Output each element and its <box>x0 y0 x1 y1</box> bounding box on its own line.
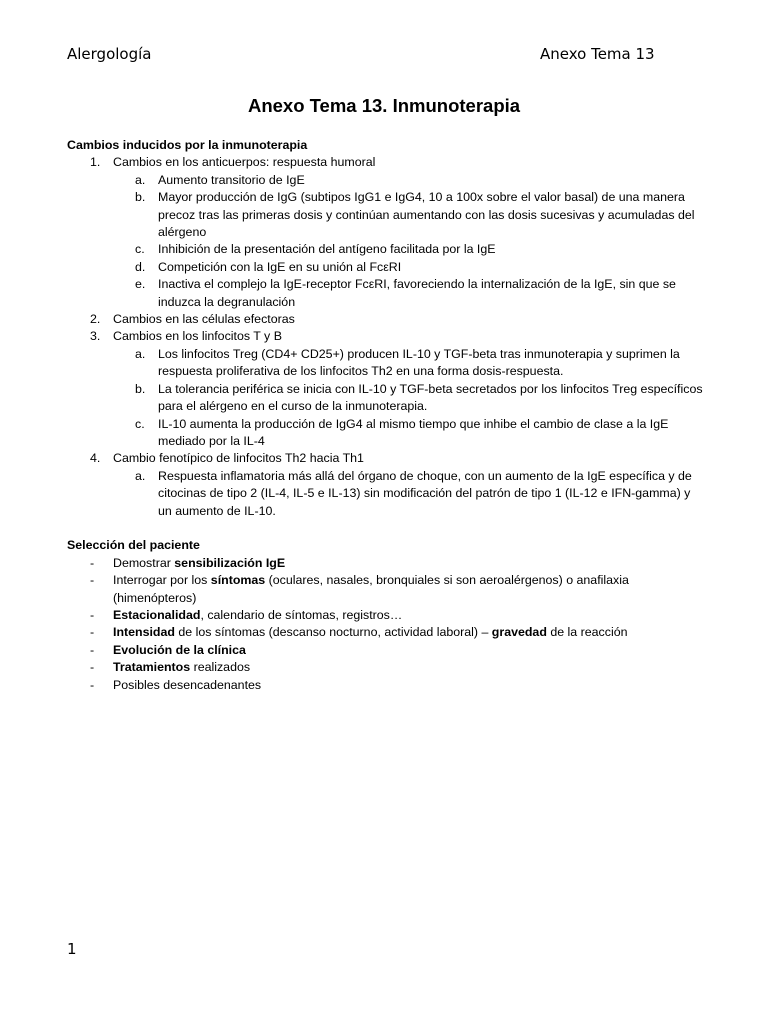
list-item-text: Respuesta inflamatoria más allá del órgano de choque, con un aumento de la IgE específica y de citocinas de tipo 2 (IL-4, IL-5 e IL-13) sin modificación del patrón de tipo 1 (IL-12 e IFN-gamma) y un aumento de IL-10. <box>158 468 692 518</box>
list-item-text-bold: Tratamientos <box>113 660 191 675</box>
list-number: 1. <box>90 155 101 170</box>
list-item <box>67 189 707 241</box>
list-item-text-post: realizados <box>190 660 251 675</box>
list-item-text: Aumento transitorio de IgE <box>158 172 305 187</box>
list-letter: b. <box>135 381 146 396</box>
list-item-text-bold: síntomas <box>210 573 266 588</box>
list-item-text-post: (oculares, nasales, bronquiales si son aeroalérgenos) o anafilaxia (himenópteros) <box>113 573 629 605</box>
list-item-text-pre: Interrogar por los <box>113 573 211 588</box>
list-item <box>67 276 707 311</box>
list-item <box>67 468 707 520</box>
list-letter: a. <box>135 468 146 483</box>
list-item <box>67 328 707 345</box>
list-item <box>67 624 707 641</box>
list-item <box>67 607 707 624</box>
dash-bullet: - <box>90 607 95 622</box>
list-item <box>67 642 707 659</box>
list-item <box>67 311 707 328</box>
list-item-text: La tolerancia periférica se inicia con IL-10 y TGF-beta secretados por los linfocitos Treg específicos para el alérgeno en el curso de la inmunoterapia. <box>158 381 703 414</box>
list-letter: d. <box>135 259 146 274</box>
list-letter: b. <box>135 190 146 205</box>
dash-bullet: - <box>90 555 95 570</box>
list-item-text-bold: Intensidad <box>113 625 175 640</box>
list-item-text-post: , calendario de síntomas, registros… <box>200 607 403 622</box>
list-item-text-pre: Posibles desencadenantes <box>113 677 262 692</box>
list-item <box>67 154 707 171</box>
list-item-text: Los linfocitos Treg (CD4+ CD25+) producen IL-10 y TGF-beta tras inmunoterapia y suprimen la respuesta proliferativa de los linfocitos Th2 en una forma dosis-respuesta. <box>158 346 680 379</box>
list-item-text-bold: gravedad <box>491 625 547 640</box>
running-header-right: Anexo Tema 13 <box>540 45 655 63</box>
list-number: 2. <box>90 312 101 327</box>
list-letter: c. <box>135 416 145 431</box>
list-item <box>67 172 707 189</box>
list-letter: c. <box>135 242 145 257</box>
list-item <box>67 659 707 676</box>
page-title: Anexo Tema 13. Inmunoterapia <box>247 95 521 116</box>
section-heading-patient-selection: Selección del paciente <box>67 538 200 553</box>
list-letter: a. <box>135 346 146 361</box>
document-body <box>67 137 707 694</box>
dash-bullet: - <box>90 642 95 657</box>
list-item-text-bold: Estacionalidad <box>113 607 201 622</box>
list-item <box>67 572 707 607</box>
list-item-text-post: de los síntomas (descanso nocturno, actividad laboral) – <box>174 625 492 640</box>
list-item <box>67 416 707 451</box>
section-heading-changes: Cambios inducidos por la inmunoterapia <box>67 138 308 152</box>
list-item <box>67 346 707 381</box>
list-item <box>67 381 707 416</box>
list-item <box>67 677 707 694</box>
spacer <box>67 520 707 537</box>
list-item-text: Competición con la IgE en su unión al FcεRI <box>158 259 402 274</box>
list-item-text: IL-10 aumenta la producción de IgG4 al mismo tiempo que inhibe el cambio de clase a la IgE mediado por la IL-4 <box>158 416 669 448</box>
list-item-text-pre: Demostrar <box>113 555 175 570</box>
list-item-text: Cambios en los linfocitos T y B <box>113 329 282 344</box>
list-item-text-bold: Evolución de la clínica <box>113 642 246 657</box>
list-item-text: Inactiva el complejo la IgE-receptor FcεRI, favoreciendo la internalización de la IgE, sin que se induzca la degranulación <box>158 277 676 309</box>
list-item-text-bold: sensibilización IgE <box>174 555 286 570</box>
list-item-text: Cambio fenotípico de linfocitos Th2 hacia Th1 <box>113 451 364 466</box>
list-item-text-post: de la reacción <box>546 625 628 640</box>
page-number: 1 <box>67 940 77 958</box>
list-item-text: Cambios en las células efectoras <box>113 312 295 327</box>
list-item-text: Inhibición de la presentación del antígeno facilitada por la IgE <box>158 242 496 257</box>
list-letter: e. <box>135 277 146 292</box>
dash-bullet: - <box>90 625 95 640</box>
list-number: 4. <box>90 451 101 466</box>
list-number: 3. <box>90 329 101 344</box>
list-item <box>67 259 707 276</box>
list-item <box>67 555 707 572</box>
dash-bullet: - <box>90 677 95 692</box>
list-item-text: Mayor producción de IgG (subtipos IgG1 e IgG4, 10 a 100x sobre el valor basal) de una manera precoz tras las primeras dosis y continúan aumentando con las dosis sucesivas y acumuladas del alérgeno <box>158 190 695 240</box>
dash-bullet: - <box>90 660 95 675</box>
list-letter: a. <box>135 172 146 187</box>
list-item <box>67 450 707 467</box>
dash-bullet: - <box>90 573 95 588</box>
list-item <box>67 241 707 258</box>
list-item-text: Cambios en los anticuerpos: respuesta humoral <box>113 155 376 170</box>
running-header-left: Alergología <box>67 45 152 63</box>
